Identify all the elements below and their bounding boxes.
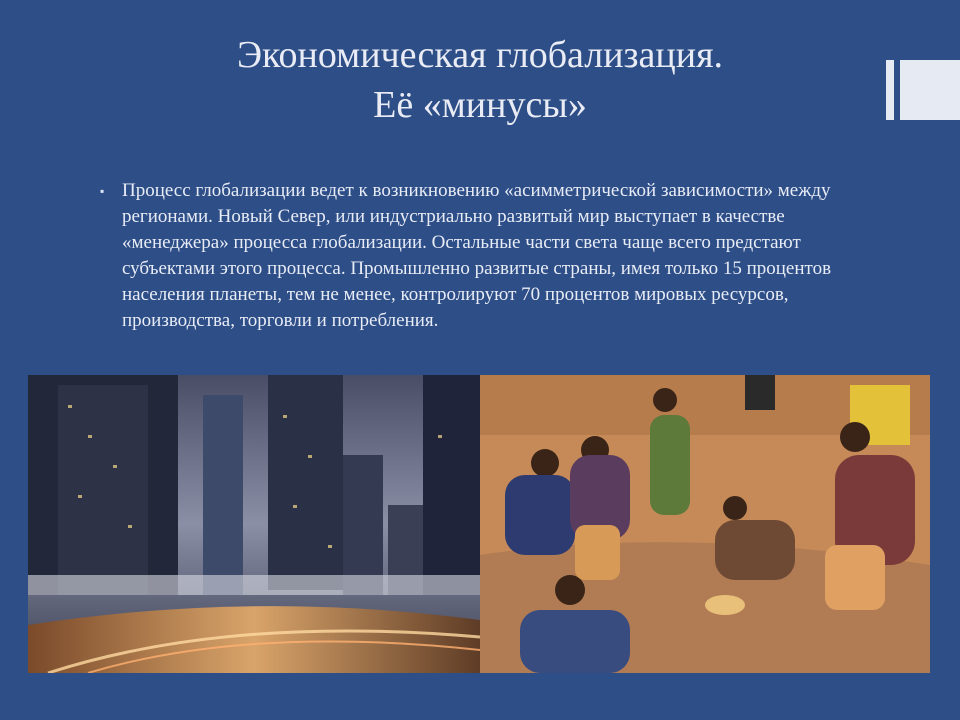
- children-water-photo: [480, 375, 930, 673]
- slide-title: [130, 30, 830, 130]
- city-skyline-illustration: [28, 375, 480, 673]
- title-line-1: Экономическая глобализация.: [236, 34, 724, 76]
- decoration-thin-bar: [886, 60, 894, 120]
- city-skyline-photo: [28, 375, 480, 673]
- title-line-2: Её «минусы»: [373, 84, 587, 126]
- bullet-icon: ▪: [100, 184, 105, 198]
- children-water-illustration: [480, 375, 930, 673]
- decoration-block: [900, 60, 960, 120]
- bullet-item: [100, 178, 840, 334]
- bullet-paragraph: Процесс глобализации ведет к возникновению «асимметрической зависимости» между регионами. Новый Север, или индустриально развитый мир выступает в качестве «менеджера» процесса глобализации. Остальные части света чаще всего предстают субъектами этого процесса. Промышленно развитые страны, имея только 15 процентов населения планеты, тем не менее, контролируют 70 процентов мировых ресурсов, производства, торговли и потребления.: [122, 180, 832, 331]
